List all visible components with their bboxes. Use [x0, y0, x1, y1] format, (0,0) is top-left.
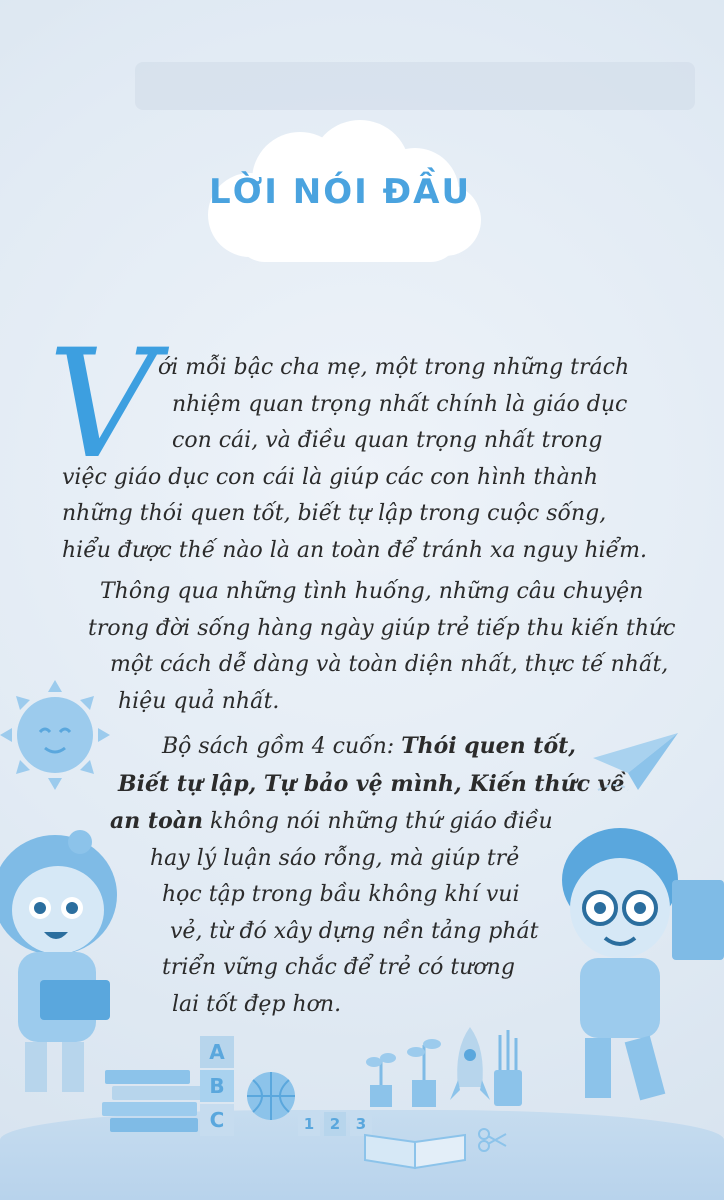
paper-plane-icon: [588, 728, 688, 798]
text-span: Bộ sách gồm 4 cuốn:: [162, 734, 402, 759]
text-line: ới mỗi bậc cha mẹ, một trong những trách: [158, 355, 630, 380]
text-line: một cách dễ dàng và toàn diện nhất, thực tế nhất,: [110, 652, 669, 677]
text-line: việc giáo dục con cái là giúp các con hình thành: [62, 464, 599, 490]
number-block: 1: [298, 1112, 320, 1136]
text-line: học tập trong bầu không khí vui: [162, 882, 520, 907]
text-span: không nói những thứ giáo điều: [203, 809, 553, 834]
number-block: 3: [350, 1112, 372, 1136]
letter-block: C: [200, 1104, 234, 1136]
text-line: lai tốt đẹp hơn.: [172, 991, 342, 1017]
book-title: an toàn: [110, 808, 203, 834]
text-line: triển vững chắc để trẻ có tương: [162, 955, 515, 980]
text-line: nhiệm quan trọng nhất chính là giáo dục: [172, 391, 628, 417]
boy-illustration: [540, 820, 724, 1110]
sun-icon: [0, 660, 140, 800]
text-line: vẻ, từ đó xây dựng nền tảng phát: [170, 918, 539, 944]
pencil-cup-icon: [488, 1030, 528, 1110]
book-title: Biết tự lập, Tự bảo vệ mình, Kiến thức về: [118, 770, 625, 797]
scissors-icon: [478, 1128, 508, 1152]
text-line: trong đời sống hàng ngày giúp trẻ tiếp thu kiến thức: [88, 615, 676, 641]
ball-icon: [245, 1070, 297, 1122]
page-title: LỜI NÓI ĐẦU: [208, 172, 472, 212]
plant-icon: [362, 1030, 452, 1110]
book-title: Thói quen tốt,: [401, 733, 576, 759]
letter-block: B: [200, 1070, 234, 1102]
letter-block: A: [200, 1036, 234, 1068]
text-line: hay lý luận sáo rỗng, mà giúp trẻ: [150, 845, 520, 871]
paragraph-1: [0, 350, 724, 569]
rocket-icon: [450, 1025, 490, 1110]
drop-cap: V: [48, 318, 157, 492]
text-line: Thông qua những tình huống, những câu chuyện: [100, 579, 644, 604]
girl-illustration: [0, 820, 130, 1100]
text-line: con cái, và điều quan trọng nhất trong: [172, 428, 603, 453]
text-line: hiểu được thế nào là an toàn để tránh xa nguy hiểm.: [62, 537, 647, 563]
top-band: [135, 62, 695, 110]
books-icon: [100, 1060, 210, 1140]
text-line: hiệu quả nhất.: [118, 688, 280, 714]
open-book-icon: [360, 1120, 470, 1170]
text-line: những thói quen tốt, biết tự lập trong cuộc sống,: [62, 501, 607, 526]
abc-blocks: [200, 1036, 240, 1136]
number-block: 2: [324, 1112, 346, 1136]
